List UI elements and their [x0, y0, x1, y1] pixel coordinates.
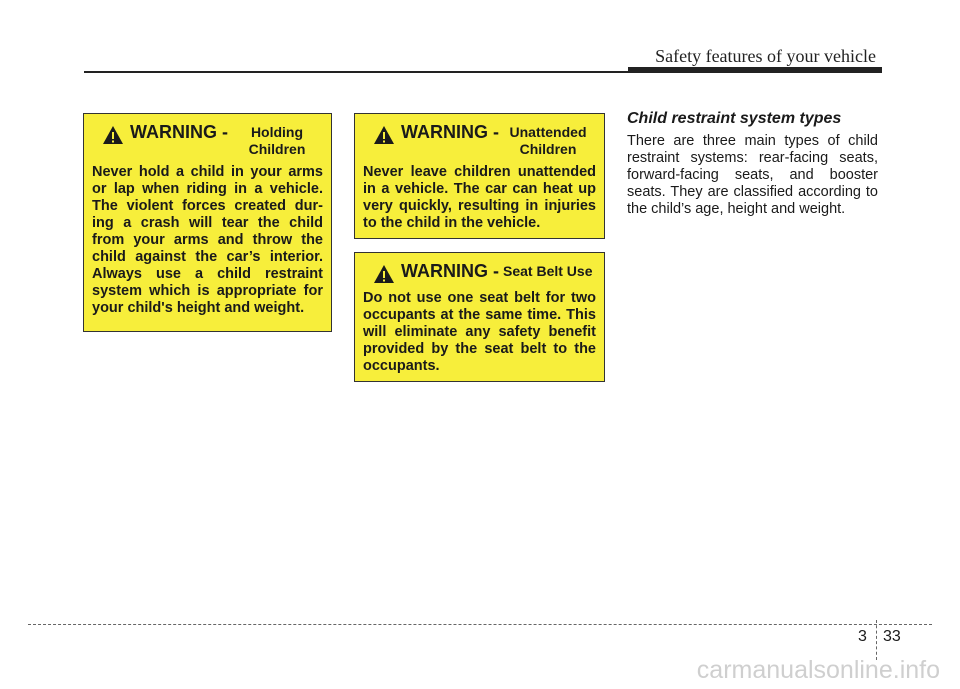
warning-subject: Seat Belt Use	[503, 263, 593, 279]
warning-label: WARNING -	[401, 261, 499, 281]
warning-box-unattended-children	[354, 113, 605, 239]
warning-header	[363, 261, 596, 284]
warning-body: Do not use one seat belt for two occupants at the same time. This will eliminate any safety benefit provided by the seat belt to the occupants.	[363, 290, 596, 374]
section-title: Child restraint system types	[627, 110, 842, 127]
watermark: carmanualsonline.info	[696, 656, 940, 684]
warning-triangle-icon	[102, 125, 124, 145]
header-rule-accent	[628, 67, 882, 72]
footer-rule	[28, 624, 932, 625]
warning-header	[363, 122, 596, 158]
warning-triangle-icon	[373, 125, 395, 145]
warning-box-seat-belt-use	[354, 252, 605, 382]
warning-subject: Holding Children	[248, 124, 306, 157]
warning-header	[92, 122, 323, 158]
warning-body: Never leave children unattended in a vehicle. The car can heat up very quickly, resulting in injuries to the child in the vehicle.	[363, 164, 596, 231]
warning-box-holding-children	[83, 113, 332, 332]
section-body: There are three main types of child restraint systems: rear-facing seats, forward-facing seats, and booster seats. They are classified according to the child’s age, height and weight.	[627, 133, 878, 217]
warning-label: WARNING -	[130, 122, 228, 142]
warning-label: WARNING -	[401, 122, 499, 142]
page-number-divider	[876, 620, 877, 660]
warning-body: Never hold a child in your arms or lap when riding in a vehicle. The violent forces created dur-ing a crash will tear the child from your arms and throw the child against the car’s interior. Always use a child restraint system which is appropriate for your child's height and weight.	[92, 164, 323, 316]
page-number: 33	[883, 628, 901, 645]
warning-triangle-icon	[373, 264, 395, 284]
chapter-number: 3	[858, 628, 867, 645]
page-header-title: Safety features of your vehicle	[655, 46, 876, 66]
warning-subject: Unattended Children	[509, 124, 587, 157]
